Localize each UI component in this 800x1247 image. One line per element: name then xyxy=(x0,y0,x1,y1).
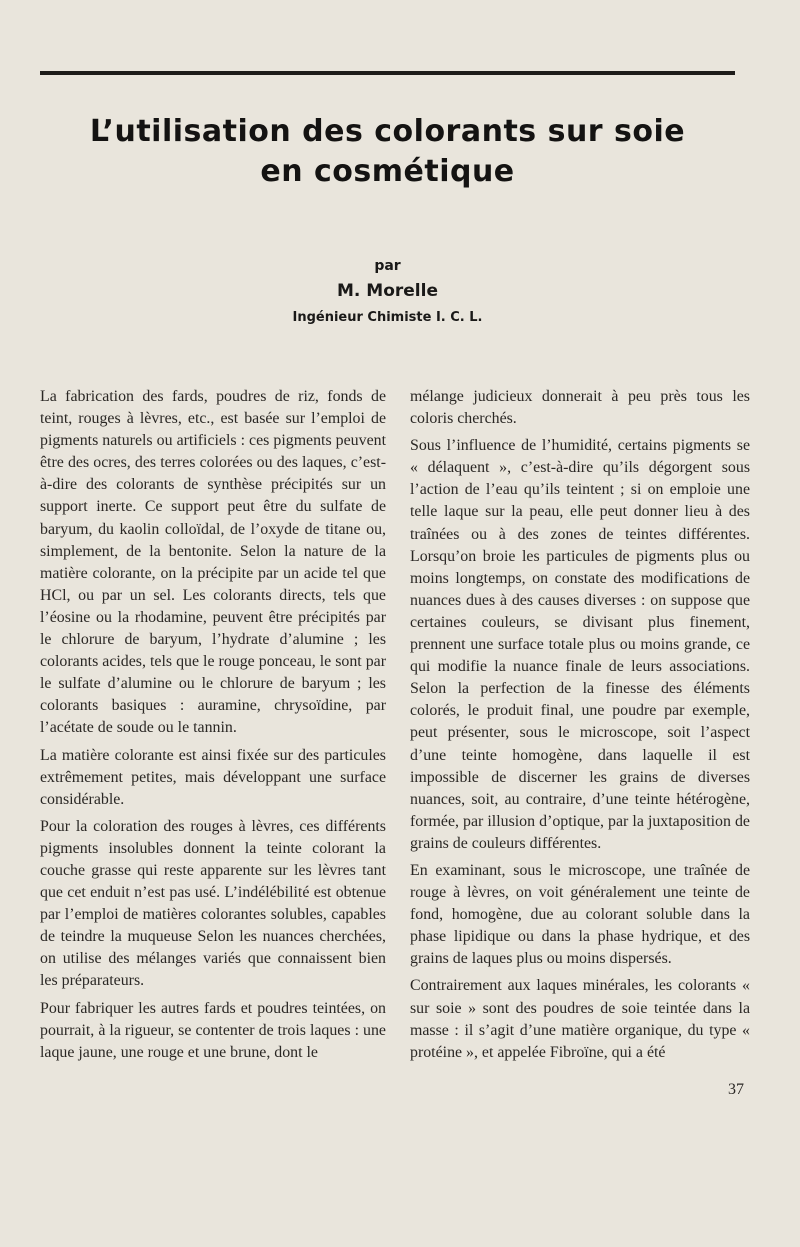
title-line-1: L’utilisation des colorants sur soie xyxy=(89,114,686,149)
author-affiliation: Ingénieur Chimiste I. C. L. xyxy=(292,310,483,325)
paragraph: En examinant, sous le microscope, une traînée de rouge à lèvres, on voit généralement une teinte de fond, homogène, due au colorant soluble dans la phase lipidique ou dans la phase hydrique, et des grains de laques plus ou moins dispersés. xyxy=(410,861,750,968)
author-name: M. Morelle xyxy=(337,281,438,301)
paragraph: Sous l’influence de l’humidité, certains pigments se « délaquent », c’est-à-dire qu’ils dégorgent sous l’action de l’eau qu’ils teintent ; si on emploie une telle laque sur la peau, elle peut donner lieu à des traînées ou à des zones de teintes différentes. Lorsqu’on broie les particules de pigments plus ou moins longtemps, on constate des modifications de nuances dues à des causes diverses : on suppose que certaines couleurs, se divisant plus finement, prennent une surface totale plus ou moins grande, ce qui modifie la nuance finale de leurs associations. Selon la perfection de la finesse des éléments colorés, le produit final, une poudre par exemple, peut présenter, sous le microscope, soit l’aspect d’une teinte homogène, dans laquelle il est impossible de discerner les grains de diverses nuances, soit, au contraire, d’une teinte hétérogène, formée, par illusion d’optique, par la juxtaposition de grains de couleurs différentes. xyxy=(410,437,750,852)
paragraph: Pour la coloration des rouges à lèvres, ces différents pigments insolubles donnent la teinte colorant la couche grasse qui reste apparente sur les lèvres tant que cet enduit n’est pas usé. L’indélébilité est obtenue par l’emploi de matières colorantes solubles, capables de teindre la muqueuse Selon les nuances cherchées, on utilise des mélanges variés que connaissent bien les préparateurs. xyxy=(40,817,386,990)
right-column xyxy=(410,386,750,1069)
paragraph: Contrairement aux laques minérales, les colorants « sur soie » sont des poudres de soie teintée dans la masse : il s’agit d’une matière organique, du type « protéine », et appelée Fibroïne, qui a été xyxy=(410,977,750,1061)
page-number: 37 xyxy=(728,1080,744,1098)
paragraph: La fabrication des fards, poudres de riz, fonds de teint, rouges à lèvres, etc., est basée sur l’emploi de pigments naturels ou artificiels : ces pigments peuvent être des ocres, des terres colorées ou des laques, c’est-à-dire des colorants de synthèse précipités sur un support inerte. Ce support peut être du sulfate de baryum, du kaolin colloïdal, de l’oxyde de titane ou, simplement, de la bentonite. Selon la nature de la matière colorante, on la précipite par un acide tel que HCl, ou par un sel. Les colorants directs, tels que l’éosine ou la rhodamine, peuvent être précipités par le chlorure de baryum, l’hydrate d’alumine ; les colorants acides, tels que le rouge ponceau, le sont par le sulfate d’alumine ou le chlorure de baryum ; les colorants basiques : auramine, chrysoïdine, par l’acétate de soude ou le tannin. xyxy=(40,388,386,737)
paragraph: mélange judicieux donnerait à peu près tous les coloris cherchés. xyxy=(410,388,750,428)
byline-par: par xyxy=(374,258,401,274)
paragraph: La matière colorante est ainsi fixée sur des particules extrêmement petites, mais développant une surface considérable. xyxy=(40,746,386,808)
title-line-2: en cosmétique xyxy=(260,154,515,189)
left-column xyxy=(40,386,386,1069)
header-rule xyxy=(40,71,735,75)
article-title xyxy=(40,112,735,192)
paragraph: Pour fabriquer les autres fards et poudres teintées, on pourrait, à la rigueur, se contenter de trois laques : une laque jaune, une rouge et une brune, dont le xyxy=(40,999,386,1061)
